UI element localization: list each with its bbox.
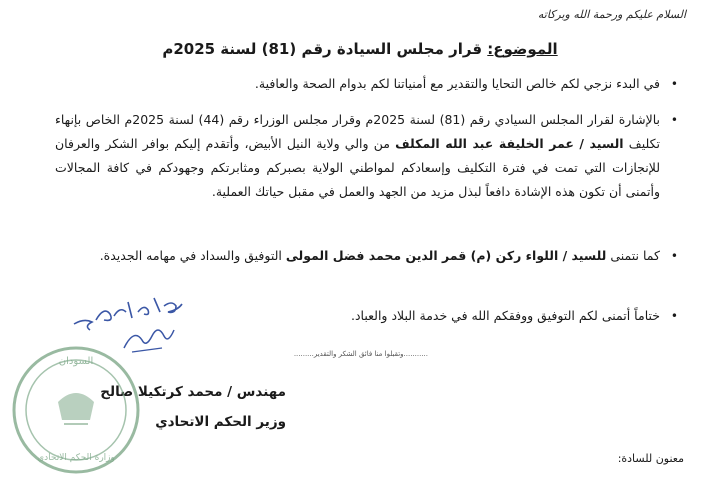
cc-label: معنون للسادة:: [617, 452, 684, 465]
closing-dotted-line: ...........وتقبلوا منا فائق الشكر والتقدير.........: [293, 350, 428, 358]
official-stamp: [6, 340, 146, 480]
new-governor-name: للسيد / اللواء ركن (م) قمر الدين محمد فضل المولى: [285, 248, 607, 263]
paragraph-closing-text: ختاماً أتمنى لكم التوفيق ووفقكم الله في خدمة البلاد والعباد.: [351, 308, 660, 323]
signatory-title: وزير الحكم الاتحادي: [155, 414, 286, 430]
subject-text: قرار مجلس السيادة رقم (81) لسنة 2025م: [162, 40, 483, 58]
bullet-icon: •: [670, 249, 678, 263]
paragraph-reference: [55, 108, 678, 204]
paragraph-wishes-start: كما نتمنى: [610, 248, 660, 263]
subject-label: الموضوع:: [487, 40, 558, 58]
outgoing-governor-name: السيد / عمر الخليفة عبد الله المكلف: [395, 136, 624, 151]
paragraph-reference-start: بالإشارة لقرار المجلس السيادي رقم (81) لسنة 2025م وقرار مجلس الوزراء رقم (44) لسنة 2025م الخاص بإنهاء تكليف: [55, 112, 661, 151]
stamp-bottom-text: وزارة الحكم الاتحادي: [37, 453, 115, 463]
paragraph-opening: [55, 72, 678, 96]
signatory-name: مهندس / محمد كرتكيلا صالح: [100, 384, 286, 400]
bullet-icon: •: [670, 113, 678, 127]
paragraph-wishes: [55, 244, 678, 268]
bullet-icon: •: [670, 77, 678, 91]
stamp-top-text: السودان: [58, 356, 94, 367]
paragraph-opening-text: في البدء نزجي لكم خالص التحايا والتقدير مع أمنياتنا لكم بدوام الصحة والعافية.: [254, 76, 660, 91]
paragraph-wishes-end: التوفيق والسداد في مهامه الجديدة.: [99, 248, 282, 263]
bullet-icon: •: [670, 309, 678, 323]
paragraph-reference-end: من والي ولاية النيل الأبيض، وأتقدم إليكم بوافر الشكر والعرفان للإنجازات التي تمت في فترة التكليف وإسعادكم لمواطني الولاية بصبركم ومثابرتكم وجهودكم في كافة المجالات وأتمنى أن تكون هذه الإشادة دافعاً لبذل مزيد من الجهد والعمل في مقبل حياتك العملية.: [55, 136, 660, 199]
subject-line: [0, 40, 720, 58]
greeting-line: السلام عليكم ورحمة الله وبركاته: [537, 8, 686, 21]
